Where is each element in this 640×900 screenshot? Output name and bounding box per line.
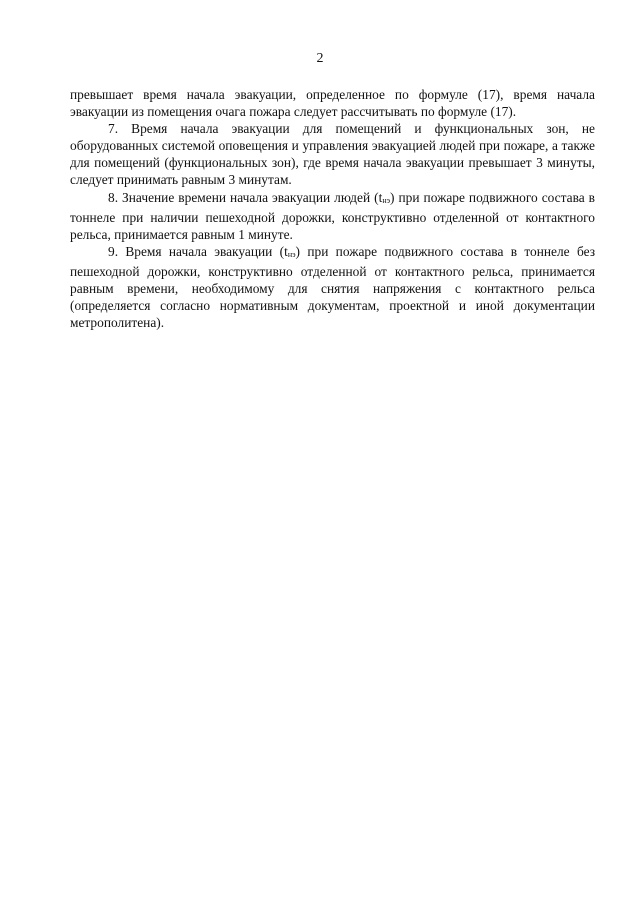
page-number: 2 xyxy=(316,51,324,66)
paragraph-item-8 xyxy=(70,189,595,243)
formula-subscript: нэ xyxy=(287,249,296,259)
paragraph-item-7: 7. Время начала эвакуации для помещений и функциональных зон, не оборудованных системой оповещения и управления эвакуацией людей при пожаре, а также для помещений (функциональных зон), где время начала эвакуации превышает 3 минуты, следует принимать равным 3 минутам. xyxy=(70,121,595,188)
paragraph-item-8-rest: ) при пожаре подвижного состава в тоннеле при наличии пешеходной дорожки, конструктивно отделенной от контактного рельса, принимается равным 1 минуте. xyxy=(70,189,595,242)
paragraph-item-8-lead: 8. Значение времени начала эвакуации людей (t xyxy=(108,189,383,205)
document-body xyxy=(70,86,595,331)
paragraph-item-9-rest: ) при пожаре подвижного состава в тоннеле без пешеходной дорожки, конструктивно отделенной от контактного рельса, принимается равным времени, необходимому для снятия напряжения с контактного рельса (определяется согласно нормативным документам, проектной и иной документации метрополитена). xyxy=(70,243,595,331)
paragraph-item-9-lead: 9. Время начала эвакуации (t xyxy=(108,243,288,259)
paragraph-continuation: превышает время начала эвакуации, определенное по формуле (17), время начала эвакуации из помещения очага пожара следует рассчитывать по формуле (17). xyxy=(70,87,595,120)
paragraph-item-9 xyxy=(70,243,595,331)
formula-subscript: нэ xyxy=(382,195,391,205)
